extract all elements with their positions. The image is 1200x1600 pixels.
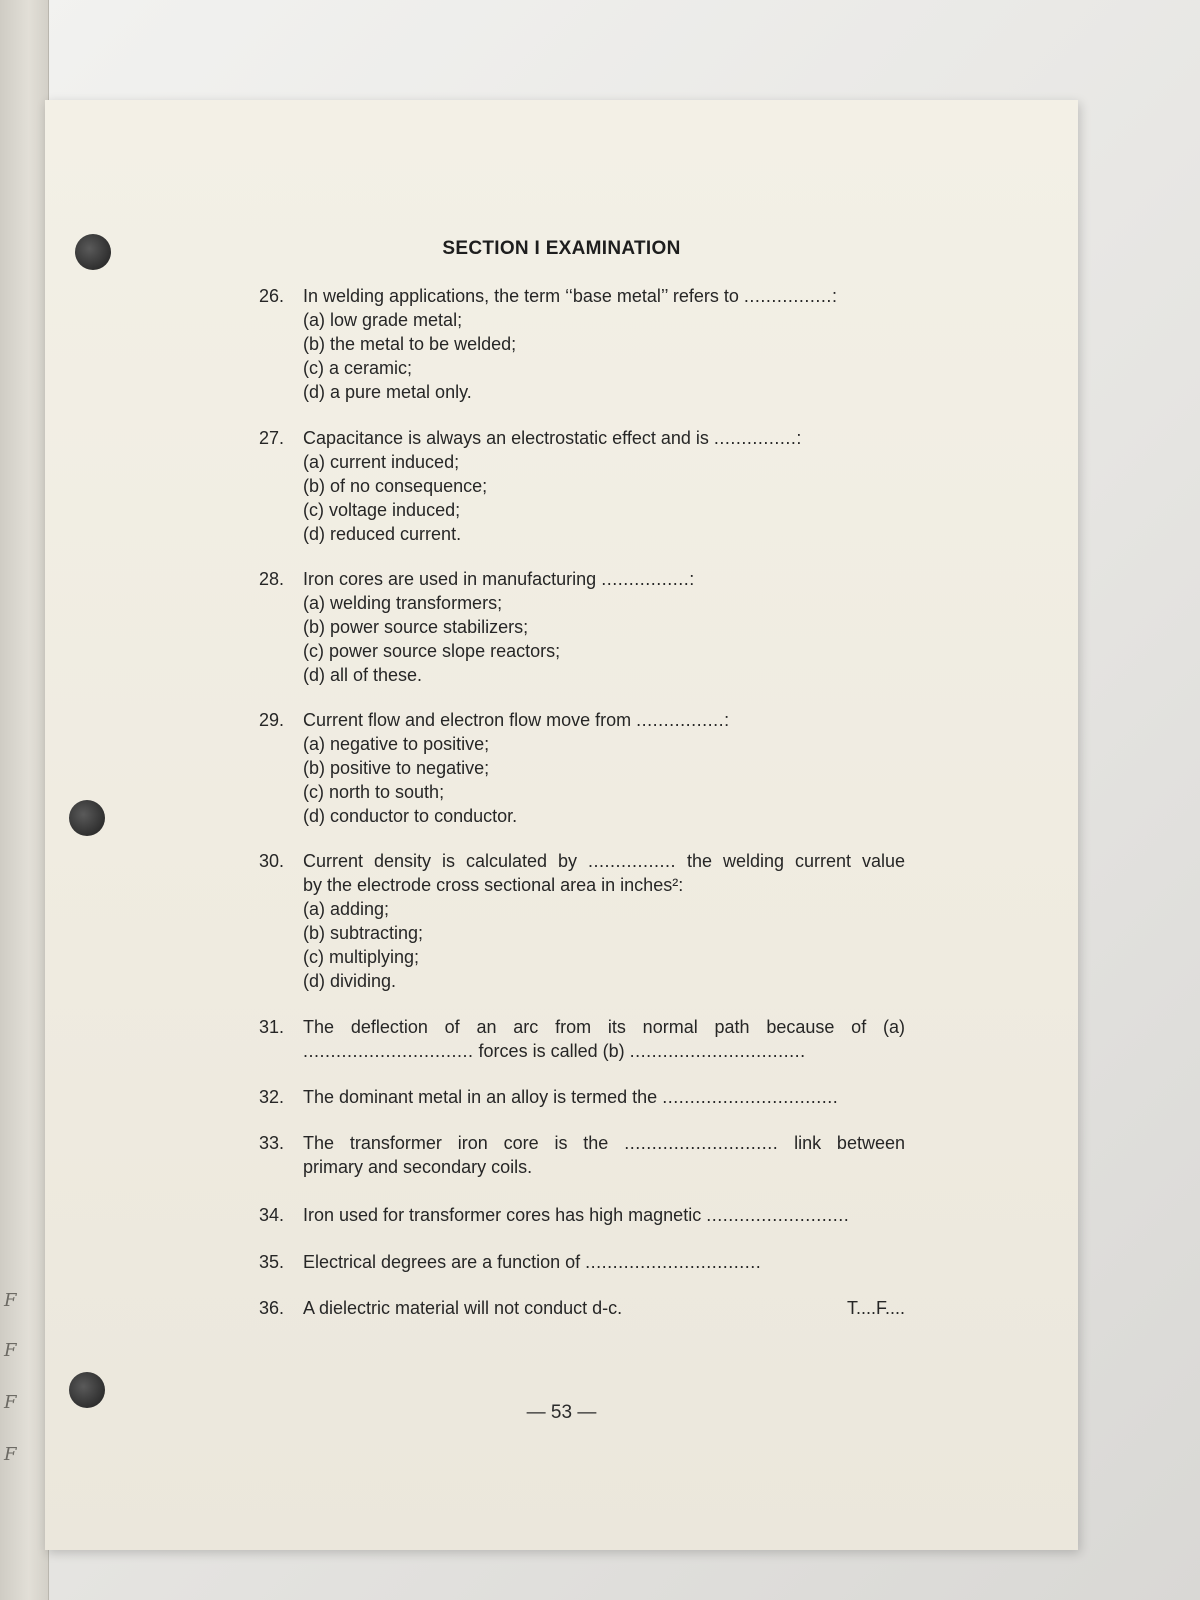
- answer-blank: ................................: [585, 1252, 762, 1272]
- answer-blank: ................:: [601, 569, 695, 589]
- answer-blank: ..........................: [706, 1205, 850, 1225]
- question-number: 27.: [259, 428, 285, 448]
- answer-blank: ...............:: [713, 428, 802, 448]
- answer-blank: ................:: [636, 710, 730, 730]
- page-number: — 53 —: [526, 1402, 597, 1423]
- option: (b) the metal to be welded;: [303, 334, 517, 354]
- option: (c) north to south;: [303, 782, 445, 802]
- answer-blank: ................................: [629, 1041, 806, 1061]
- question-number: 32.: [259, 1087, 285, 1107]
- underlying-page-mark: F: [4, 1290, 17, 1311]
- option: (a) adding;: [303, 899, 390, 919]
- underlying-page-mark: F: [4, 1340, 17, 1361]
- option: (a) negative to positive;: [303, 734, 490, 754]
- answer-blank: ................................: [662, 1087, 839, 1107]
- option: (a) current induced;: [303, 452, 460, 472]
- page-title: SECTION I EXAMINATION: [442, 238, 681, 259]
- question-text: Current density is calculated by: [303, 851, 577, 871]
- question-text: A dielectric material will not conduct d-c.: [303, 1298, 623, 1318]
- option-list: [259, 732, 905, 828]
- option-list: [259, 897, 905, 993]
- question-number: 33.: [259, 1133, 285, 1153]
- question-number: 26.: [259, 286, 285, 306]
- question-31: [259, 1015, 905, 1063]
- question-33: [259, 1131, 905, 1179]
- question-29: [259, 708, 905, 828]
- option: (d) reduced current.: [303, 524, 462, 544]
- option: (a) welding transformers;: [303, 593, 503, 613]
- question-text: The deflection of an arc from its normal path because of (a): [303, 1017, 905, 1037]
- answer-blank: ............................: [624, 1133, 779, 1153]
- option: (c) voltage induced;: [303, 500, 461, 520]
- answer-blank: ................: [587, 851, 676, 871]
- question-36: [259, 1296, 905, 1320]
- question-text-line: [303, 1131, 905, 1155]
- question-text: link between: [794, 1133, 905, 1153]
- option: (d) all of these.: [303, 665, 423, 685]
- punch-hole: [69, 800, 105, 836]
- question-text: Capacitance is always an electrostatic effect and is: [303, 428, 709, 448]
- answer-blank: ................:: [743, 286, 838, 306]
- question-text: The transformer iron core is the: [303, 1133, 609, 1153]
- question-number: 31.: [259, 1017, 285, 1037]
- question-text: The dominant metal in an alloy is termed the: [303, 1087, 658, 1107]
- option: (b) of no consequence;: [303, 476, 488, 496]
- question-text: Current flow and electron flow move from: [303, 710, 632, 730]
- question-text: forces is called (b): [478, 1041, 625, 1061]
- question-26: [259, 284, 905, 404]
- question-number: 28.: [259, 569, 285, 589]
- question-35: [259, 1250, 905, 1274]
- option: (b) power source stabilizers;: [303, 617, 529, 637]
- question-32: [259, 1085, 905, 1109]
- underlying-page-mark: F: [4, 1444, 17, 1465]
- option: (d) a pure metal only.: [303, 382, 472, 402]
- underlying-page-edge: [0, 0, 49, 1600]
- question-text: Iron cores are used in manufacturing: [303, 569, 597, 589]
- question-number: 34.: [259, 1205, 285, 1225]
- option: (c) a ceramic;: [303, 358, 413, 378]
- option-list: [259, 450, 905, 546]
- option: (a) low grade metal;: [303, 310, 463, 330]
- question-text: Iron used for transformer cores has high magnetic: [303, 1205, 702, 1225]
- option: (d) dividing.: [303, 971, 397, 991]
- question-27: [259, 426, 905, 546]
- option-list: [259, 308, 905, 404]
- option: (c) multiplying;: [303, 947, 420, 967]
- question-text: the welding current value: [686, 851, 905, 871]
- question-28: [259, 567, 905, 687]
- option: (b) positive to negative;: [303, 758, 490, 778]
- option-list: [259, 591, 905, 687]
- underlying-page-mark: F: [4, 1392, 17, 1413]
- option: (d) conductor to conductor.: [303, 806, 518, 826]
- true-false-marker: T....F....: [846, 1298, 905, 1318]
- question-30: [259, 849, 905, 993]
- question-text: Electrical degrees are a function of: [303, 1252, 581, 1272]
- answer-blank: ...............................: [303, 1041, 474, 1061]
- option: (c) power source slope reactors;: [303, 641, 561, 661]
- question-number: 29.: [259, 710, 285, 730]
- question-number: 35.: [259, 1252, 285, 1272]
- question-number: 36.: [259, 1298, 285, 1318]
- question-text: primary and secondary coils.: [303, 1157, 533, 1177]
- question-text-line: [303, 849, 905, 873]
- exam-page: [45, 100, 1078, 1550]
- question-text: by the electrode cross sectional area in inches²:: [303, 875, 684, 895]
- question-34: [259, 1203, 905, 1227]
- option: (b) subtracting;: [303, 923, 424, 943]
- question-text: In welding applications, the term ‘‘base metal’’ refers to: [303, 286, 739, 306]
- question-number: 30.: [259, 851, 285, 871]
